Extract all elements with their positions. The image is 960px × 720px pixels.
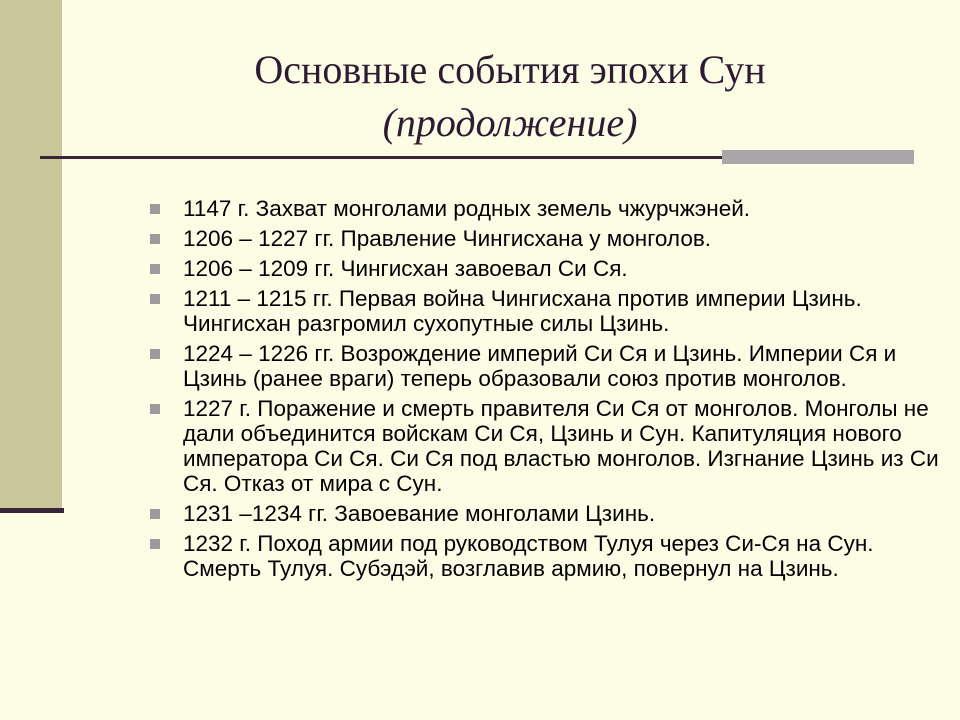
side-decor-band [0, 0, 62, 508]
events-list [150, 196, 940, 586]
event-text: 1232 г. Поход армии под руководством Тулуя через Си-Ся на Сун. Смерть Тулуя. Субэдэй, возглавив армию, повернул на Цзинь. [183, 531, 874, 581]
event-text: 1147 г. Захват монголами родных земель чжурчжэней. [183, 196, 751, 221]
event-text: 1231 –1234 гг. Завоевание монголами Цзинь. [183, 501, 656, 526]
title-divider-accent [722, 150, 914, 164]
square-bullet-icon [150, 294, 160, 304]
event-item [150, 341, 940, 391]
event-item [150, 396, 940, 496]
square-bullet-icon [150, 404, 160, 414]
square-bullet-icon [150, 264, 160, 274]
slide-title: Основные события эпохи Сун [254, 47, 766, 92]
square-bullet-icon [150, 234, 160, 244]
square-bullet-icon [150, 349, 160, 359]
event-item [150, 196, 940, 221]
event-text: 1206 – 1209 гг. Чингисхан завоевал Си Ся. [183, 256, 628, 281]
event-text: 1211 – 1215 гг. Первая война Чингисхана против империи Цзинь. Чингисхан разгромил сухопутные силы Цзинь. [183, 286, 862, 336]
event-item [150, 226, 940, 251]
event-text: 1227 г. Поражение и смерть правителя Си Ся от монголов. Монголы не дали объединится войскам Си Ся, Цзинь и Сун. Капитуляция нового императора Си Ся. Си Ся под властью монголов. Изгнание Цзинь из Си Ся. Отказ от мира с Сун. [183, 396, 939, 496]
event-text: 1206 – 1227 гг. Правление Чингисхана у монголов. [183, 226, 712, 251]
slide-subtitle: (продолжение) [382, 100, 638, 145]
square-bullet-icon [150, 509, 160, 519]
side-decor-line [0, 508, 64, 513]
square-bullet-icon [150, 539, 160, 549]
event-text: 1224 – 1226 гг. Возрождение империй Си Ся и Цзинь. Империи Ся и Цзинь (ранее враги) теперь образовали союз против монголов. [183, 341, 897, 391]
event-item [150, 501, 940, 526]
event-item [150, 256, 940, 281]
square-bullet-icon [150, 204, 160, 214]
event-item [150, 286, 940, 336]
slide-header [150, 44, 870, 150]
event-item [150, 531, 940, 581]
